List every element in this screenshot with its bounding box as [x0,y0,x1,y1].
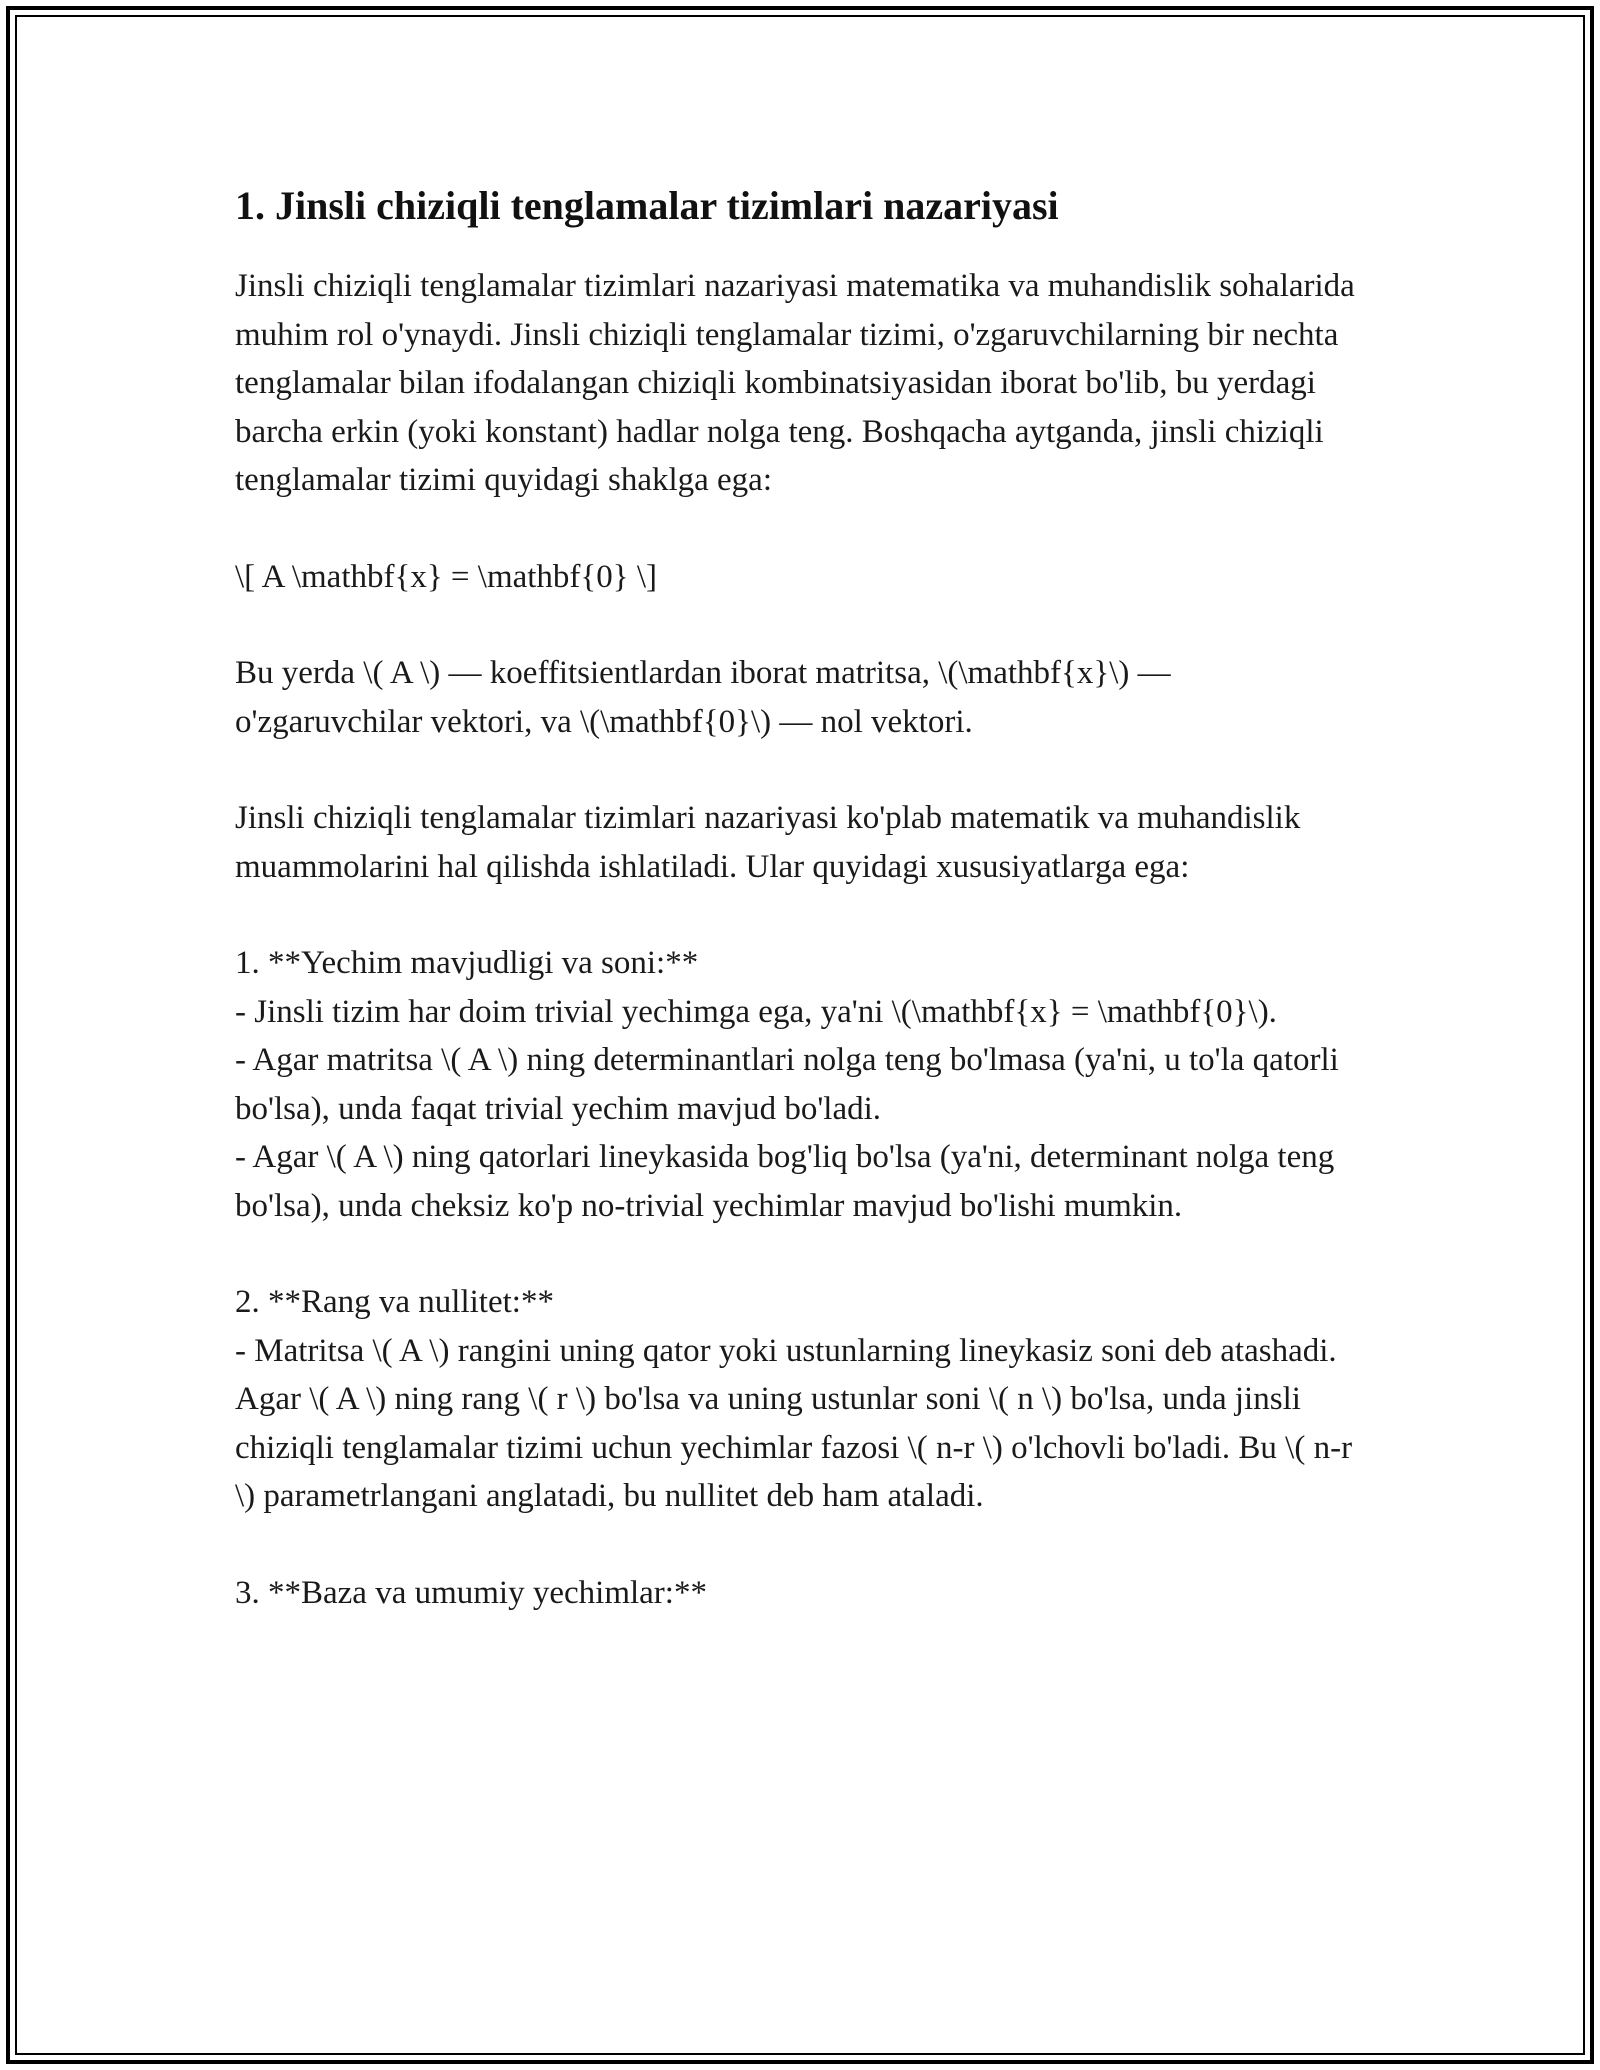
equation-line: \[ A \mathbf{x} = \mathbf{0} \] [235,558,658,595]
properties-intro-paragraph: Jinsli chiziqli tenglamalar tizimlari nazariyasi ko'plab matematik va muhandislik muammolarini hal qilishda ishlatiladi. Ular quyidagi xususiyatlarga ega: [235,800,1301,885]
paragraph-gap [235,891,1365,939]
paragraph-gap [235,1521,1365,1569]
list-item-basis-general-solutions: 3. **Baza va umumiy yechimlar:** [235,1574,707,1611]
paragraph-gap [235,601,1365,649]
document-body [235,180,1365,1617]
paragraph-gap [235,746,1365,794]
definition-paragraph: Bu yerda \( A \) — koeffitsientlardan iborat matritsa, \(\mathbf{x}\) — o'zgaruvchilar vektori, va \(\mathbf{0}\) — nol vektori. [235,655,1171,740]
list-item-rank-nullity: 2. **Rang va nullitet:** - Matritsa \( A \) rangini uning qator yoki ustunlarning lineykasiz soni deb atashadi. Agar \( A \) ning rang \( r \) bo'lsa va uning ustunlar soni \( n \) bo'lsa, unda jinsli chiziqli tenglamalar tizimi uchun yechimlar fazosi \( n-r \) o'lchovli bo'ladi. Bu \( n-r \) parametrlangani anglatadi, bu nullitet deb ham ataladi. [235,1284,1353,1514]
paragraph-gap [235,1230,1365,1278]
intro-paragraph: Jinsli chiziqli tenglamalar tizimlari nazariyasi matematika va muhandislik sohalarida muhim rol o'ynaydi. Jinsli chiziqli tenglamalar tizimi, o'zgaruvchilarning bir nechta tenglamalar bilan ifodalangan chiziqli kombinatsiyasidan iborat bo'lib, bu yerdagi barcha erkin (yoki konstant) hadlar nolga teng. Boshqacha aytganda, jinsli chiziqli tenglamalar tizimi quyidagi shaklga ega: [235,268,1355,498]
list-item-solution-existence: 1. **Yechim mavjudligi va soni:** - Jinsli tizim har doim trivial yechimga ega, ya'ni \(\mathbf{x} = \mathbf{0}\). - Agar matritsa \( A \) ning determinantlari nolga teng bo'lmasa (ya'ni, u to'la qatorli bo'lsa), unda faqat trivial yechim mavjud bo'ladi. - Agar \( A \) ning qatorlari lineykasida bog'liq bo'lsa (ya'ni, determinant nolga teng bo'lsa), unda cheksiz ko'p no-trivial yechimlar mavjud bo'lishi mumkin. [235,945,1339,1224]
section-title: 1. Jinsli chiziqli tenglamalar tizimlari nazariyasi [235,183,1059,228]
paragraph-gap [235,505,1365,553]
